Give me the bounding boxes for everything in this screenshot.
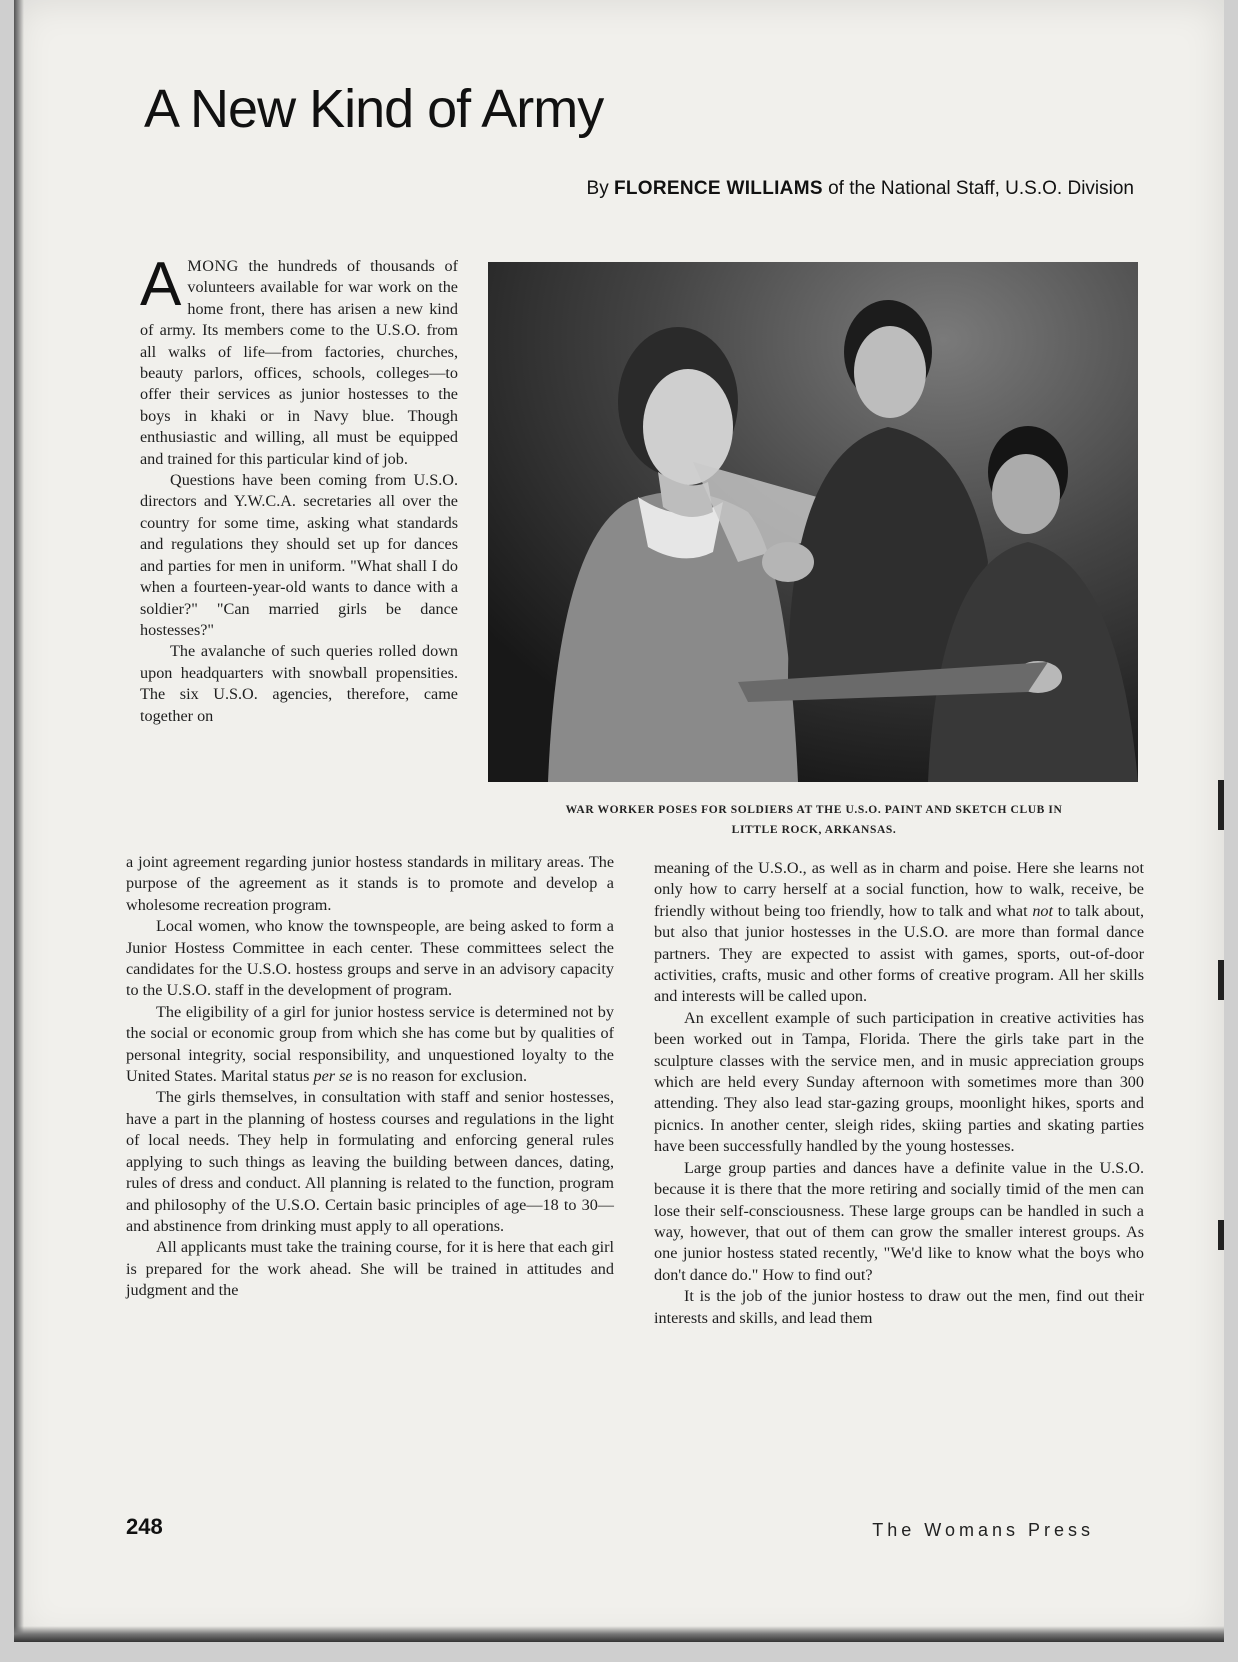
body-paragraph: The avalanche of such queries rolled down upon headquarters with snowball propensities. The six U.S.O. agencies, therefore, came together on [140, 642, 458, 725]
body-paragraph: Large group parties and dances have a definite value in the U.S.O. because it is there that the more retiring and socially timid of the men can lose their self-consciousness. These large groups can be handled in such a way, however, that out of them can grow the smaller interest groups. As one junior hostess stated recently, "We'd like to know what the boys who don't dance do." How to find out? [654, 1158, 1144, 1284]
intro-paragraph [140, 250, 458, 470]
magazine-page [14, 0, 1224, 1642]
article-photo [488, 262, 1138, 782]
page-bottom-edge-shadow [14, 1626, 1224, 1642]
page-edge-mark [1218, 780, 1224, 830]
drop-cap: A [140, 250, 182, 319]
article-title: A New Kind of Army [144, 79, 604, 139]
page-number: 248 [126, 1514, 163, 1539]
emphasis-text: not [1032, 901, 1053, 920]
page-edge-mark [1218, 1220, 1224, 1250]
intro-paragraph-text: the hundreds of thousands of volunteers available for war work on the home front, there has arisen a new kind of army. Its members come to the U.S.O. from all walks of life—from factories, churches, beauty parlors, offices, schools, colleges—to offer their services as junior hostesses to the boys in khaki or in Navy blue. Though enthusiastic and willing, all must be equipped and trained for this particular kind of job. [140, 257, 458, 468]
body-paragraph: a joint agreement regarding junior hostess standards in military areas. The purpose of the agreement as it stands is to promote and develop a wholesome recreation program. [126, 853, 614, 914]
body-paragraph: Questions have been coming from U.S.O. directors and Y.W.C.A. secretaries all over the country for some time, asking what standards and regulations they should set up for dances and parties for men in uniform. "What shall I do when a fourteen-year-old wants to dance with a soldier?" "Can married girls be dance hostesses?" [140, 471, 458, 639]
body-paragraph [654, 858, 1144, 1008]
author-name: FLORENCE WILLIAMS [614, 178, 823, 199]
emphasis-text: per se [313, 1067, 353, 1086]
body-paragraph: Local women, who know the townspeople, are being asked to form a Junior Hostess Committee in each center. These committees select the candidates for the U.S.O. hostess groups and serve in an advisory capacity to the U.S.O. staff in the development of program. [126, 917, 614, 1000]
byline-affiliation: of the National Staff, U.S.O. Division [822, 178, 1134, 199]
body-paragraph [126, 1002, 614, 1088]
body-paragraph: The girls themselves, in consultation with staff and senior hostesses, have a part in the planning of hostess courses and regulations in the light of local needs. They help in formulating and enforcing general rules applying to such things as leaving the building between dances, dating, rules of dress and conduct. All planning is related to the function, program and philosophy of the U.S.O. Certain basic principles of age—18 to 30—and abstinence from drinking must apply to all operations. [126, 1088, 614, 1235]
left-column [126, 852, 614, 1302]
caption-line: LITTLE ROCK, ARKANSAS. [731, 824, 897, 836]
body-paragraph: All applicants must take the training course, for it is here that each girl is prepared for the work ahead. She will be trained in attitudes and judgment and the [126, 1238, 614, 1300]
byline-prefix: By [586, 178, 614, 199]
photo-illustration [488, 262, 1138, 782]
lead-in-caps: MONG [187, 257, 239, 275]
body-paragraph: An excellent example of such participation in creative activities has been worked out in Tampa, Florida. There the girls take part in the sculpture classes with the service men, and in music appreciation groups which are held every Sunday afternoon with sometimes more than 300 attending. They also lead star-gazing groups, moonlight hikes, sports and picnics. In another center, sleigh rides, skiing parties and skating parties have been successfully handled by the young hostesses. [654, 1008, 1144, 1156]
body-paragraph: It is the job of the junior hostess to draw out the men, find out their interests and skills, and lead them [654, 1287, 1144, 1327]
paragraph-text: The eligibility of a girl for junior hostess service is determined not by the social or economic group from which she has come but by qualities of personal integrity, social responsibility, and unquestioned loyalty to the United States. Marital status [126, 1002, 614, 1086]
right-column [654, 858, 1144, 1329]
page-edge-mark [1218, 960, 1224, 1000]
paragraph-text: meaning of the U.S.O., as well as in charm and poise. Here she learns not only how to carry herself at a social function, how to walk, receive, be friendly without being too friendly, how to talk and what [654, 859, 1144, 920]
caption-line: WAR WORKER POSES FOR SOLDIERS AT THE U.S.O. PAINT AND SKETCH CLUB IN [565, 804, 1063, 816]
photo-caption [484, 800, 1144, 840]
paragraph-text: to talk about, but also that junior hostesses in the U.S.O. are more than formal dance partners. They are expected to assist with games, sports, out-of-door activities, crafts, music and other forms of creative program. All her skills and interests will be called upon. [654, 901, 1145, 1006]
intro-column [140, 250, 458, 727]
publication-name: The Womans Press [872, 1520, 1094, 1540]
article-byline [587, 178, 1134, 200]
page-left-edge-shadow [14, 0, 24, 1642]
paragraph-text: is no reason for exclusion. [352, 1067, 528, 1086]
